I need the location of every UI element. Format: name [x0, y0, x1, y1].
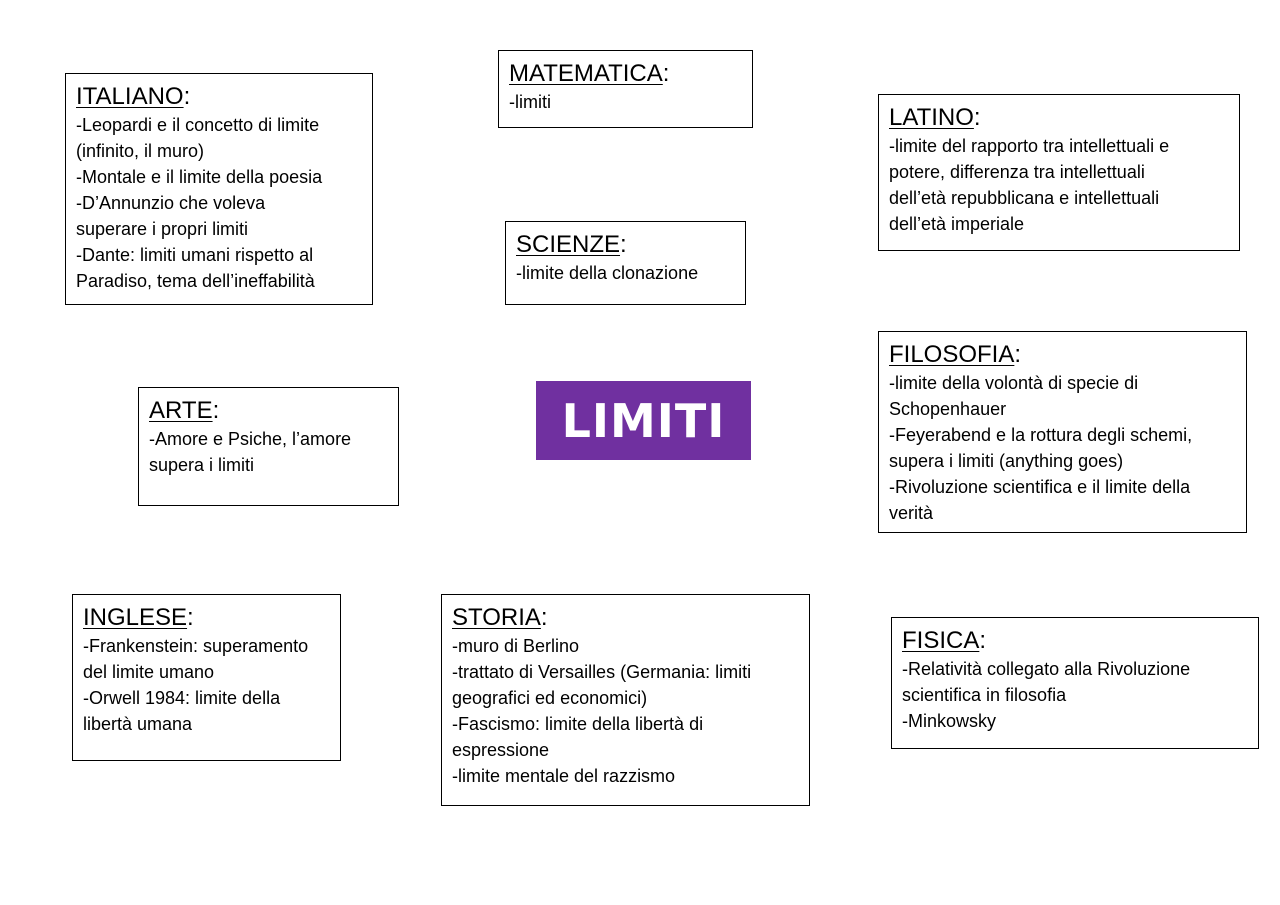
- subject-name: LATINO: [889, 104, 974, 131]
- subject-title: STORIA:: [452, 604, 548, 631]
- note-line: -limite della volontà di specie di: [889, 373, 1139, 393]
- subject-name: MATEMATICA: [509, 60, 663, 87]
- subject-title: ITALIANO:: [76, 83, 191, 110]
- note-line: -Leopardi e il concetto di limite: [76, 115, 320, 135]
- subject-notes: [889, 370, 1236, 526]
- subject-box-latino: [878, 94, 1240, 251]
- note-line: del limite umano: [83, 662, 215, 682]
- note-line: supera i limiti (anything goes): [889, 451, 1124, 471]
- subject-name: ITALIANO: [76, 83, 184, 110]
- note-line: Schopenhauer: [889, 399, 1007, 419]
- note-line: -Orwell 1984: limite della: [83, 688, 281, 708]
- subject-title: LATINO:: [889, 104, 981, 131]
- note-line: scientifica in filosofia: [902, 685, 1067, 705]
- note-line: superare i propri limiti: [76, 219, 249, 239]
- note-line: -Frankenstein: superamento: [83, 636, 309, 656]
- subject-box-filosofia: [878, 331, 1247, 533]
- note-line: -limite mentale del razzismo: [452, 766, 676, 786]
- note-line: -limite della clonazione: [516, 263, 699, 283]
- note-line: geografici ed economici): [452, 688, 648, 708]
- subject-title: INGLESE:: [83, 604, 194, 631]
- subject-notes: [509, 89, 742, 115]
- subject-name: STORIA: [452, 604, 541, 631]
- subject-box-matematica: [498, 50, 753, 128]
- subject-box-fisica: [891, 617, 1259, 749]
- note-line: -Montale e il limite della poesia: [76, 167, 323, 187]
- subject-name: INGLESE: [83, 604, 188, 631]
- subject-title: ARTE:: [149, 397, 220, 424]
- subject-notes: [902, 656, 1248, 734]
- note-line: potere, differenza tra intellettuali: [889, 162, 1145, 182]
- note-line: verità: [889, 503, 934, 523]
- subject-name: FISICA: [902, 627, 980, 654]
- note-line: -D’Annunzio che voleva: [76, 193, 266, 213]
- subject-title: SCIENZE:: [516, 231, 627, 258]
- central-topic-box: [536, 381, 751, 460]
- subject-box-inglese: [72, 594, 341, 761]
- note-line: -Relatività collegato alla Rivoluzione: [902, 659, 1191, 679]
- note-line: -muro di Berlino: [452, 636, 580, 656]
- subject-box-storia: [441, 594, 810, 806]
- note-line: espressione: [452, 740, 550, 760]
- subject-name: SCIENZE: [516, 231, 621, 258]
- subject-title: FILOSOFIA:: [889, 341, 1022, 368]
- note-line: -Rivoluzione scientifica e il limite della: [889, 477, 1191, 497]
- note-line: -limiti: [509, 92, 551, 112]
- note-line: -Feyerabend e la rottura degli schemi,: [889, 425, 1193, 445]
- note-line: supera i limiti: [149, 455, 255, 475]
- central-topic-title: LIMITI: [561, 393, 726, 448]
- note-line: -trattato di Versailles (Germania: limiti: [452, 662, 752, 682]
- note-line: dell’età imperiale: [889, 214, 1025, 234]
- note-line: -limite del rapporto tra intellettuali e: [889, 136, 1170, 156]
- note-line: -Dante: limiti umani rispetto al: [76, 245, 314, 265]
- subject-box-italiano: [65, 73, 373, 305]
- subject-notes: [76, 112, 362, 294]
- subject-notes: [83, 633, 330, 737]
- note-line: dell’età repubblicana e intellettuali: [889, 188, 1160, 208]
- subject-notes: [452, 633, 799, 789]
- note-line: libertà umana: [83, 714, 193, 734]
- subject-box-arte: [138, 387, 399, 506]
- subject-notes: [149, 426, 388, 478]
- subject-title: FISICA:: [902, 627, 987, 654]
- subject-notes: [516, 260, 735, 286]
- note-line: -Minkowsky: [902, 711, 997, 731]
- note-line: -Fascismo: limite della libertà di: [452, 714, 704, 734]
- subject-title: MATEMATICA:: [509, 60, 670, 87]
- note-line: -Amore e Psiche, l’amore: [149, 429, 352, 449]
- subject-notes: [889, 133, 1229, 237]
- subject-box-scienze: [505, 221, 746, 305]
- note-line: (infinito, il muro): [76, 141, 205, 161]
- note-line: Paradiso, tema dell’ineffabilità: [76, 271, 315, 291]
- subject-name: FILOSOFIA: [889, 341, 1015, 368]
- subject-name: ARTE: [149, 397, 213, 424]
